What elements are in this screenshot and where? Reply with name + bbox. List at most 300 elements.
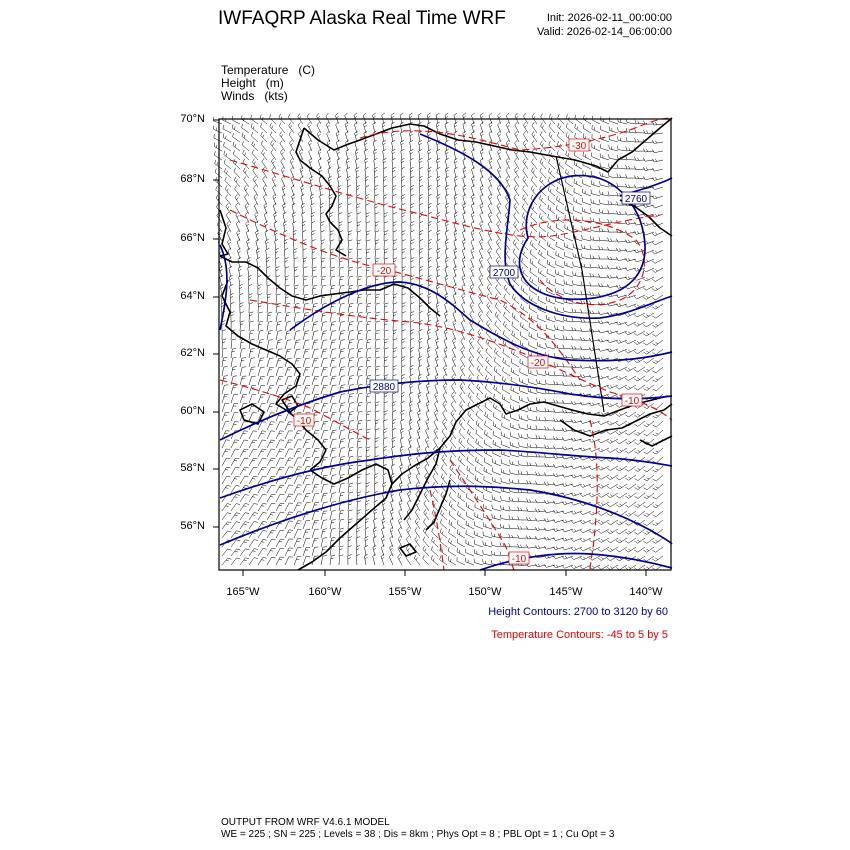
wind-barb: [652, 313, 663, 318]
wind-barb: [339, 340, 345, 349]
wind-barb: [312, 449, 319, 458]
valid-time: Valid: 2026-02-14_06:00:00: [537, 26, 672, 38]
wind-barb: [509, 534, 519, 538]
wind-barb: [451, 410, 456, 421]
wind-barb: [330, 322, 336, 331]
wind-barb: [321, 231, 325, 242]
wind-barb: [402, 213, 406, 224]
wind-barb: [312, 547, 318, 556]
wind-barb: [339, 222, 343, 233]
wind-barb: [643, 331, 654, 336]
wind-barb: [485, 412, 492, 421]
wind-barb: [267, 340, 273, 349]
wind-barb: [338, 185, 342, 196]
wind-barb: [254, 185, 259, 196]
wind-barb: [539, 213, 546, 223]
wind-barb: [348, 331, 354, 341]
wind-barb: [635, 502, 646, 508]
wind-barb: [487, 302, 492, 313]
wind-barb: [535, 527, 546, 531]
wind-barb: [249, 540, 258, 547]
wind-barb: [290, 158, 294, 169]
wind-barb: [474, 540, 483, 547]
wind-barb: [311, 212, 315, 223]
wind-barb: [513, 240, 519, 250]
wind-barb: [357, 447, 362, 457]
wind-barb: [285, 276, 289, 286]
wind-barb: [502, 385, 510, 394]
wind-barb: [303, 476, 311, 484]
wind-barb: [448, 557, 456, 566]
wind-barb: [590, 236, 600, 241]
wind-barb: [366, 258, 371, 268]
wind-barb: [489, 176, 492, 187]
wind-barb: [339, 212, 343, 223]
wind-barb: [227, 221, 231, 232]
label-temp-minus20a: [373, 264, 395, 277]
wind-barb: [303, 331, 309, 340]
wind-barb: [321, 258, 326, 268]
wind-barb: [523, 176, 528, 187]
wind-barb: [491, 551, 501, 556]
wind-barb: [230, 293, 234, 304]
wind-barb: [635, 484, 646, 490]
wind-barb: [565, 178, 573, 187]
wind-barb: [285, 267, 289, 277]
wind-barb: [581, 281, 591, 286]
wind-barb: [276, 449, 284, 457]
wind-barb: [574, 151, 582, 160]
wind-barb: [267, 458, 275, 466]
wind-barb: [616, 430, 627, 435]
wind-barb: [652, 159, 663, 162]
wind-barb: [321, 322, 327, 331]
wind-barb: [644, 430, 654, 436]
wind-barb: [222, 485, 231, 493]
wind-barb: [572, 327, 582, 331]
wind-barb: [512, 294, 519, 304]
wind-barb: [375, 411, 379, 421]
wind-barb: [312, 230, 316, 241]
wind-barb: [497, 167, 501, 178]
wind-barb: [484, 476, 492, 484]
wind-barb: [312, 485, 319, 494]
wind-barb: [607, 430, 618, 434]
lat-label-68: 68°N: [180, 173, 205, 185]
wind-barb: [538, 296, 546, 304]
wind-barb: [520, 359, 528, 367]
wind-barb: [276, 530, 284, 538]
wind-barb: [609, 126, 618, 133]
wind-barb: [402, 294, 406, 304]
wind-barb: [234, 159, 241, 169]
wind-barb: [258, 440, 266, 448]
wind-barb: [536, 407, 546, 412]
wind-barb: [442, 428, 447, 439]
wind-barb: [399, 509, 402, 520]
wind-barb: [303, 539, 310, 548]
wind-barbs: [214, 113, 664, 570]
wind-barb: [260, 123, 267, 133]
wind-barb: [267, 404, 275, 412]
wind-barb: [267, 431, 275, 439]
wind-barb: [312, 285, 317, 295]
wind-barb: [635, 448, 646, 454]
wind-barb: [258, 539, 267, 547]
wind-barb: [384, 348, 388, 358]
wind-barb: [545, 417, 555, 421]
wind-barb: [357, 402, 362, 412]
wind-barb: [356, 554, 360, 565]
wind-barb: [511, 414, 519, 421]
lat-label-58: 58°N: [180, 462, 205, 474]
wind-barb: [527, 471, 537, 475]
wind-barb: [330, 555, 335, 565]
wind-barb: [475, 494, 483, 502]
wind-barb: [408, 473, 411, 484]
wind-barb: [484, 439, 492, 448]
wind-barb: [240, 495, 249, 503]
wind-barb: [285, 312, 291, 322]
wind-barb: [339, 483, 345, 493]
wind-barb: [592, 153, 600, 160]
wind-barb: [233, 150, 240, 160]
wind-barb: [303, 303, 309, 313]
wind-barb: [616, 412, 627, 417]
wind-barb: [267, 485, 275, 493]
wind-barb: [393, 330, 397, 340]
wind-barb: [591, 190, 600, 197]
wind-barb: [375, 339, 380, 349]
wind-barb: [279, 123, 285, 133]
wind-barb: [214, 134, 222, 142]
wind-barb: [598, 484, 609, 488]
wind-barb: [375, 185, 379, 196]
wind-barb: [476, 411, 483, 421]
wind-barb: [625, 565, 636, 570]
wind-barb: [500, 505, 510, 511]
wind-barb: [652, 286, 663, 291]
wind-barb: [357, 348, 363, 358]
wind-barb: [517, 544, 528, 548]
wind-barb: [520, 378, 528, 385]
wind-barb: [554, 381, 564, 385]
wind-barb: [240, 321, 244, 331]
wind-barb: [241, 115, 249, 124]
wind-barb: [548, 205, 555, 214]
wind-barb: [491, 542, 501, 548]
wind-barb: [249, 358, 255, 367]
wind-barb: [653, 340, 664, 346]
wind-barb: [330, 448, 337, 457]
wind-barb: [348, 465, 353, 475]
wind-barb: [285, 503, 293, 511]
wind-barb: [339, 510, 344, 520]
wind-barb: [634, 529, 645, 534]
model-footer-line1: OUTPUT FROM WRF V4.6.1 MODEL: [221, 817, 390, 828]
wind-barb: [634, 511, 645, 517]
wind-barb: [285, 367, 292, 376]
wind-barb: [554, 399, 565, 403]
wind-barb: [312, 349, 319, 358]
wind-barb: [366, 231, 370, 241]
wind-barb: [267, 395, 274, 403]
wind-barb: [423, 546, 429, 556]
wind-barb: [530, 259, 537, 268]
wind-barb: [222, 549, 232, 556]
wind-barb: [393, 285, 397, 295]
wind-barb: [601, 116, 609, 124]
wind-barb: [565, 234, 573, 242]
wind-barb: [564, 280, 573, 286]
wind-barb: [652, 331, 663, 336]
wind-barb: [517, 535, 528, 539]
wind-barb: [653, 367, 663, 373]
wind-barb: [457, 520, 465, 529]
wind-barb: [249, 504, 258, 512]
wind-barb: [258, 321, 263, 331]
wind-barb: [402, 203, 406, 214]
wind-barb: [529, 323, 537, 331]
wind-barb: [599, 255, 610, 259]
lon-label-155: 155°W: [388, 586, 422, 598]
wind-barb: [471, 248, 474, 259]
wind-barb: [555, 307, 564, 313]
wind-barb: [592, 125, 600, 133]
wind-barb: [222, 458, 230, 466]
wind-barb: [222, 513, 231, 520]
wind-barb: [239, 275, 242, 286]
wind-barb: [581, 309, 591, 313]
wind-barb: [402, 258, 406, 268]
wind-barb: [466, 539, 474, 547]
wind-barb: [330, 267, 335, 277]
wind-barb: [258, 449, 266, 457]
wind-barb: [450, 465, 456, 475]
wind-barb: [635, 493, 646, 499]
wind-barb: [448, 547, 456, 556]
wind-barb: [484, 467, 492, 475]
wind-barb: [240, 293, 244, 304]
wind-barb: [583, 152, 591, 160]
wind-barb: [435, 383, 438, 394]
wind-barb: [357, 321, 363, 331]
wind-barb: [303, 267, 307, 277]
wind-barb: [449, 520, 456, 529]
field-height: Height (m): [221, 76, 284, 90]
wind-barb: [303, 385, 310, 394]
wind-barb: [590, 254, 600, 259]
wind-barb: [237, 248, 240, 259]
wind-barb: [261, 150, 267, 161]
wind-barb: [557, 132, 564, 142]
wind-barb: [285, 521, 293, 529]
wind-barb: [258, 467, 266, 475]
wind-barb: [357, 492, 361, 502]
wind-barb: [652, 168, 663, 171]
wind-barb: [527, 462, 537, 466]
wind-barb: [312, 267, 317, 277]
wind-barb: [488, 212, 492, 223]
wind-barb: [634, 322, 645, 326]
wind-barb: [476, 421, 483, 431]
wind-barb: [590, 245, 600, 250]
wind-barb: [233, 142, 240, 151]
wind-barb: [294, 485, 302, 493]
wind-barb: [510, 460, 519, 466]
wind-barb: [398, 518, 402, 529]
wind-barb: [330, 430, 337, 439]
wind-barb: [572, 336, 582, 340]
wind-barb: [249, 458, 257, 466]
wind-barb: [609, 136, 618, 142]
wind-barb: [549, 141, 555, 151]
wind-barb: [590, 273, 600, 277]
wind-barb: [626, 137, 636, 142]
wind-barb: [609, 145, 618, 151]
wind-barb: [644, 421, 654, 427]
wind-barb: [357, 393, 363, 403]
wind-barb: [339, 267, 344, 277]
wind-barb: [366, 429, 371, 439]
wind-barb: [348, 240, 352, 250]
wind-barb: [348, 403, 354, 412]
wind-barb: [625, 466, 636, 471]
wind-barb: [294, 267, 298, 277]
wind-barb: [566, 123, 573, 133]
wind-barb: [535, 518, 546, 522]
wind-barb: [582, 244, 592, 250]
wind-barb: [294, 530, 302, 538]
wind-barb: [535, 499, 546, 503]
wind-barb: [348, 430, 354, 440]
wind-barb: [321, 285, 326, 295]
wind-barb: [635, 129, 645, 133]
wind-barb: [527, 443, 537, 448]
wind-barb: [518, 461, 528, 466]
wind-barb: [591, 217, 601, 223]
wind-barb: [258, 485, 267, 493]
wind-barb: [553, 519, 564, 522]
wind-barb: [509, 497, 519, 502]
wind-barb: [276, 440, 284, 448]
wind-barb: [535, 481, 546, 485]
wind-barb: [493, 440, 501, 448]
wind-barb: [625, 430, 636, 435]
wind-barb: [330, 412, 337, 421]
wind-barb: [366, 312, 371, 322]
wind-barb: [616, 475, 627, 480]
wind-barb: [294, 294, 299, 304]
wind-barb: [458, 502, 465, 511]
wind-barb: [357, 240, 361, 250]
wind-barb: [518, 525, 529, 529]
wind-barb: [519, 433, 528, 439]
wind-barb: [383, 176, 387, 187]
wind-barb: [423, 537, 429, 547]
wind-barb: [475, 531, 484, 538]
wind-barb: [232, 116, 240, 124]
wind-barb: [267, 449, 275, 457]
wind-barb: [564, 252, 573, 259]
wind-barb: [539, 259, 547, 268]
wind-barb: [276, 539, 284, 547]
wind-barb: [393, 240, 397, 250]
wind-barb: [644, 520, 655, 526]
wind-barb: [616, 484, 627, 489]
wind-barb: [449, 511, 456, 520]
wind-barb: [564, 270, 573, 277]
wind-barb: [488, 203, 492, 214]
wind-barb: [572, 281, 582, 287]
wind-barb: [267, 548, 276, 556]
wind-barb: [357, 357, 363, 367]
wind-barb: [529, 314, 537, 322]
wind-barb: [520, 368, 528, 376]
wind-barb: [276, 422, 284, 430]
wind-barb: [321, 358, 328, 367]
wind-barb: [276, 267, 280, 278]
wind-barb: [239, 284, 243, 295]
wind-barb: [270, 132, 276, 142]
wind-barb: [526, 535, 537, 539]
wind-barb: [276, 386, 283, 395]
wind-barb: [451, 401, 456, 412]
wind-barb: [258, 512, 267, 520]
wind-barb: [574, 207, 582, 215]
wind-barb: [609, 117, 618, 124]
wind-barb: [247, 239, 250, 250]
wind-barb: [231, 312, 235, 323]
wind-barb: [366, 321, 371, 331]
wind-barb: [625, 376, 636, 381]
wind-barb: [240, 376, 247, 385]
wind-barb: [232, 124, 240, 133]
wind-barb: [643, 376, 654, 382]
wind-barb: [411, 239, 415, 250]
wind-barb: [303, 547, 310, 556]
svg-text:-10: -10: [296, 416, 312, 427]
wind-barb: [527, 425, 537, 430]
wind-barb: [231, 394, 238, 403]
wind-barb: [643, 349, 654, 354]
wind-barb: [321, 385, 328, 394]
wind-barb: [312, 520, 319, 529]
wind-barb: [600, 144, 609, 151]
wind-barb: [424, 509, 429, 520]
wind-barb: [289, 140, 294, 151]
lat-label-60: 60°N: [180, 405, 205, 417]
wind-barb: [321, 240, 325, 250]
wind-barb: [330, 276, 335, 286]
wind-barb: [652, 205, 663, 208]
wind-barb: [467, 457, 474, 466]
wind-barb: [312, 476, 319, 485]
wind-barb: [643, 367, 654, 372]
wind-barb: [512, 303, 519, 313]
wind-barb: [339, 439, 345, 448]
label-temp-minus30: [569, 139, 589, 152]
wind-barb: [258, 349, 264, 358]
wind-barb: [547, 297, 555, 304]
wind-barb: [312, 249, 316, 259]
wind-barb: [501, 496, 510, 502]
wind-barb: [321, 267, 326, 277]
wind-barb: [231, 522, 240, 529]
wind-barb: [320, 212, 324, 223]
wind-barb: [493, 468, 501, 475]
wind-barb: [581, 254, 591, 259]
